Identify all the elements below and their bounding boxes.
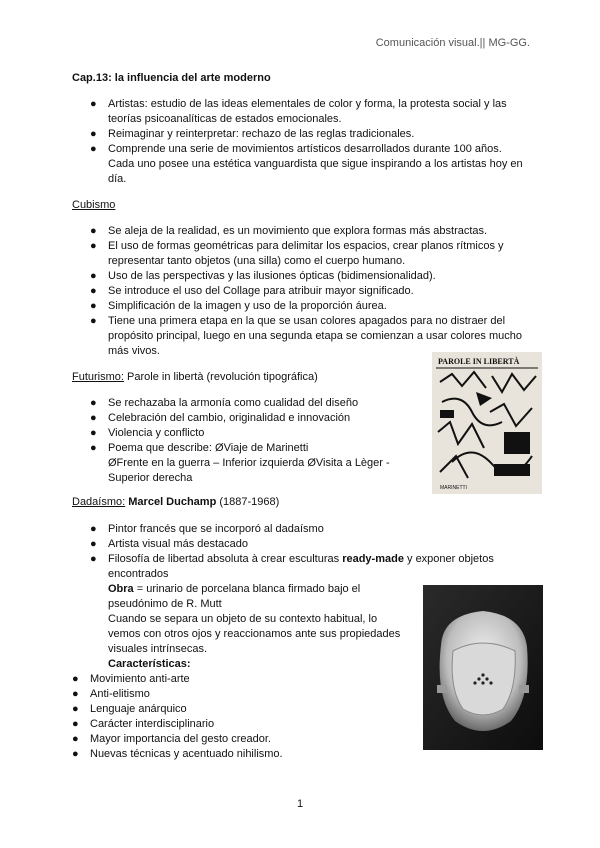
list-item: ● Artista visual más destacado [90, 538, 249, 550]
list-item: ● Poema que describe: ØViaje de Marinetti [90, 442, 309, 454]
list-item: ● Tiene una primera etapa en la que se usan colores apagados para no distraer del [90, 315, 506, 327]
poster-title: PAROLE IN LIBERTÀ [438, 357, 520, 366]
obra-line: visuales intrínsecas. [108, 643, 208, 655]
list-item-cont: propósito principal, luego en una segunda etapa se comienzan a usar colores mucho [108, 330, 522, 342]
list-item: ● Se aleja de la realidad, es un movimiento que explora formas más abstractas. [90, 225, 488, 237]
cubismo-heading: Cubismo [72, 199, 116, 211]
list-item-cont: ØFrente en la guerra – Inferior izquierda ØVisita a Lèger - [108, 457, 390, 469]
cubismo-list [72, 224, 542, 359]
list-item-cont: representar tanto objetos (una silla) como el cuerpo humano. [108, 255, 406, 267]
fountain-duchamp-image [423, 585, 543, 750]
page-number: 1 [296, 798, 304, 810]
list-item: ● Pintor francés que se incorporó al dadaísmo [90, 523, 324, 535]
list-item-cont: Cada uno posee una estética vanguardista que sigue inspirando a los artistas hoy en [108, 158, 523, 170]
list-item: ● Violencia y conflicto [90, 427, 205, 439]
list-item-cont: más vivos. [108, 345, 160, 357]
list-item: ● Nuevas técnicas y acentuado nihilismo. [72, 748, 283, 760]
list-item-cont: teorías psicoanalíticas de estados emocionales. [108, 113, 342, 125]
list-item: ● El uso de formas geométricas para delimitar los espacios, crear planos rítmicos y [90, 240, 504, 252]
list-item: ● Se rechazaba la armonía como cualidad del diseño [90, 397, 359, 409]
obra-line: Obra = urinario de porcelana blanca firmado bajo el [108, 583, 361, 595]
caracteristicas-heading: Características: [108, 658, 191, 670]
list-item: ● Se introduce el uso del Collage para atribuir mayor significado. [90, 285, 414, 297]
page-header: Comunicación visual.|| MG-GG. [375, 37, 530, 49]
list-item: ● Lenguaje anárquico [72, 703, 187, 715]
obra-line: pseudónimo de R. Mutt [108, 598, 222, 610]
futurismo-heading: Futurismo: Parole in libertà (revolución tipográfica) [72, 371, 318, 383]
list-item: ● Comprende una serie de movimientos artísticos desarrollados durante 100 años. [90, 143, 502, 155]
dadaismo-heading: Dadaísmo: Marcel Duchamp (1887-1968) [72, 496, 280, 508]
obra-line: Cuando se separa un objeto de su contexto habitual, lo [108, 613, 378, 625]
chapter-title: Cap.13: la influencia del arte moderno [72, 72, 271, 84]
list-item: ● Simplificación de la imagen y uso de la proporción áurea. [90, 300, 387, 312]
list-item: ● Anti-elitismo [72, 688, 150, 700]
list-item: ● Mayor importancia del gesto creador. [72, 733, 271, 745]
poster-caption: MARINETTI [440, 485, 467, 491]
list-item-cont: Superior derecha [108, 472, 193, 484]
obra-line: vemos con otros ojos y reaccionamos ante sus propiedades [108, 628, 401, 640]
list-item: ● Reimaginar y reinterpretar: rechazo de las reglas tradicionales. [90, 128, 415, 140]
list-item: ● Artistas: estudio de las ideas elementales de color y forma, la protesta social y las [90, 98, 507, 110]
list-item: ● Carácter interdisciplinario [72, 718, 215, 730]
list-item: ● Celebración del cambio, originalidad e innovación [90, 412, 351, 424]
list-item-cont: encontrados [108, 568, 169, 580]
features-list [72, 672, 412, 762]
list-item: ● Uso de las perspectivas y las ilusiones ópticas (bidimensionalidad). [90, 270, 436, 282]
list-item: ● Filosofía de libertad absoluta à crear esculturas ready-made y exponer objetos [90, 553, 494, 565]
list-item: ● Movimiento anti-arte [72, 673, 190, 685]
parole-in-liberta-poster-image [432, 352, 542, 494]
futurismo-list [72, 396, 412, 486]
list-item-cont: día. [108, 173, 127, 185]
intro-list [72, 97, 542, 187]
